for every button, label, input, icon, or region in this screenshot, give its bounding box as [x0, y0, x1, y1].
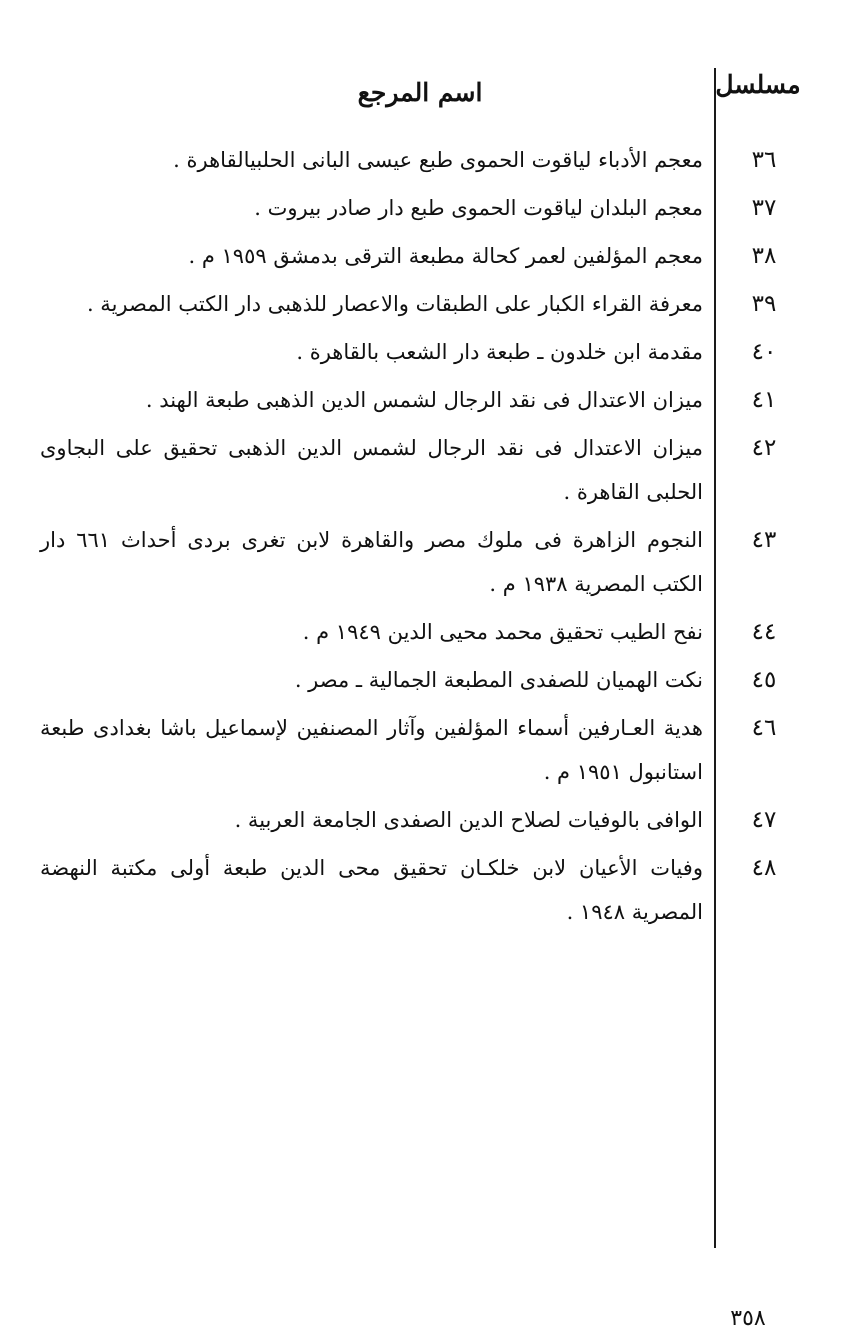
row-reference: ميزان الاعتدال فى نقد الرجال لشمس الدين الذهبى تحقيق على البجاوى الحلبى القاهرة .: [40, 436, 703, 504]
row-reference: نكت الهميان للصفدى المطبعة الجمالية ـ مصر .: [294, 668, 703, 692]
row-serial: ٤٢: [751, 435, 777, 461]
reference-row: [40, 234, 799, 278]
reference-row: [40, 426, 799, 514]
serial-column-header: مسلسل: [715, 70, 801, 99]
row-serial: ٤٥: [751, 667, 777, 693]
row-reference: هدية العـارفين أسماء المؤلفين وآثار المصنفين لإسماعيل باشا بغدادى طبعة استانبول ١٩٥١ م .: [40, 716, 703, 784]
reference-row: [40, 186, 799, 230]
row-serial: ٤٨: [751, 855, 777, 881]
row-reference: معجم المؤلفين لعمر كحالة مطبعة الترقى بدمشق ١٩٥٩ م .: [188, 244, 703, 268]
reference-row: [40, 610, 799, 654]
row-serial: ٣٦: [751, 147, 777, 173]
reference-row: [40, 138, 799, 182]
row-serial: ٤٦: [751, 715, 777, 741]
reference-row: [40, 798, 799, 842]
reference-row: [40, 518, 799, 606]
row-reference: معجم البلدان لياقوت الحموى طبع دار صادر بيروت .: [254, 196, 703, 220]
row-reference: معجم الأدباء لياقوت الحموى طبع عيسى البانى الحلبيالقاهرة .: [173, 148, 703, 172]
row-reference: نفح الطيب تحقيق محمد محيى الدين ١٩٤٩ م .: [302, 620, 703, 644]
row-serial: ٤٤: [751, 619, 777, 645]
reference-row: [40, 330, 799, 374]
row-serial: ٤٣: [751, 527, 777, 553]
row-serial: ٤٧: [751, 807, 777, 833]
references-list: [40, 138, 799, 938]
reference-row: [40, 282, 799, 326]
reference-row: [40, 706, 799, 794]
row-reference: مقدمة ابن خلدون ـ طبعة دار الشعب بالقاهرة .: [296, 340, 703, 364]
row-serial: ٤٠: [751, 339, 777, 365]
reference-row: [40, 658, 799, 702]
page-number: ٣٥٨: [730, 1306, 766, 1331]
row-reference: وفيات الأعيان لابن خلكـان تحقيق محى الدين طبعة أولى مكتبة النهضة المصرية ١٩٤٨ .: [40, 856, 703, 924]
row-serial: ٣٩: [751, 291, 777, 317]
row-serial: ٣٧: [751, 195, 777, 221]
reference-row: [40, 846, 799, 934]
row-reference: معرفة القراء الكبار على الطبقات والاعصار للذهبى دار الكتب المصرية .: [86, 292, 703, 316]
row-reference: ميزان الاعتدال فى نقد الرجال لشمس الدين الذهبى طبعة الهند .: [145, 388, 703, 412]
row-serial: ٤١: [751, 387, 777, 413]
reference-row: [40, 378, 799, 422]
row-reference: الوافى بالوفيات لصلاح الدين الصفدى الجامعة العربية .: [234, 808, 703, 832]
reference-column-header: اسم المرجع: [357, 78, 483, 107]
row-reference: النجوم الزاهرة فى ملوك مصر والقاهرة لابن تغرى بردى أحداث ٦٦١ دار الكتب المصرية ١٩٣٨ م .: [40, 528, 703, 596]
row-serial: ٣٨: [751, 243, 777, 269]
